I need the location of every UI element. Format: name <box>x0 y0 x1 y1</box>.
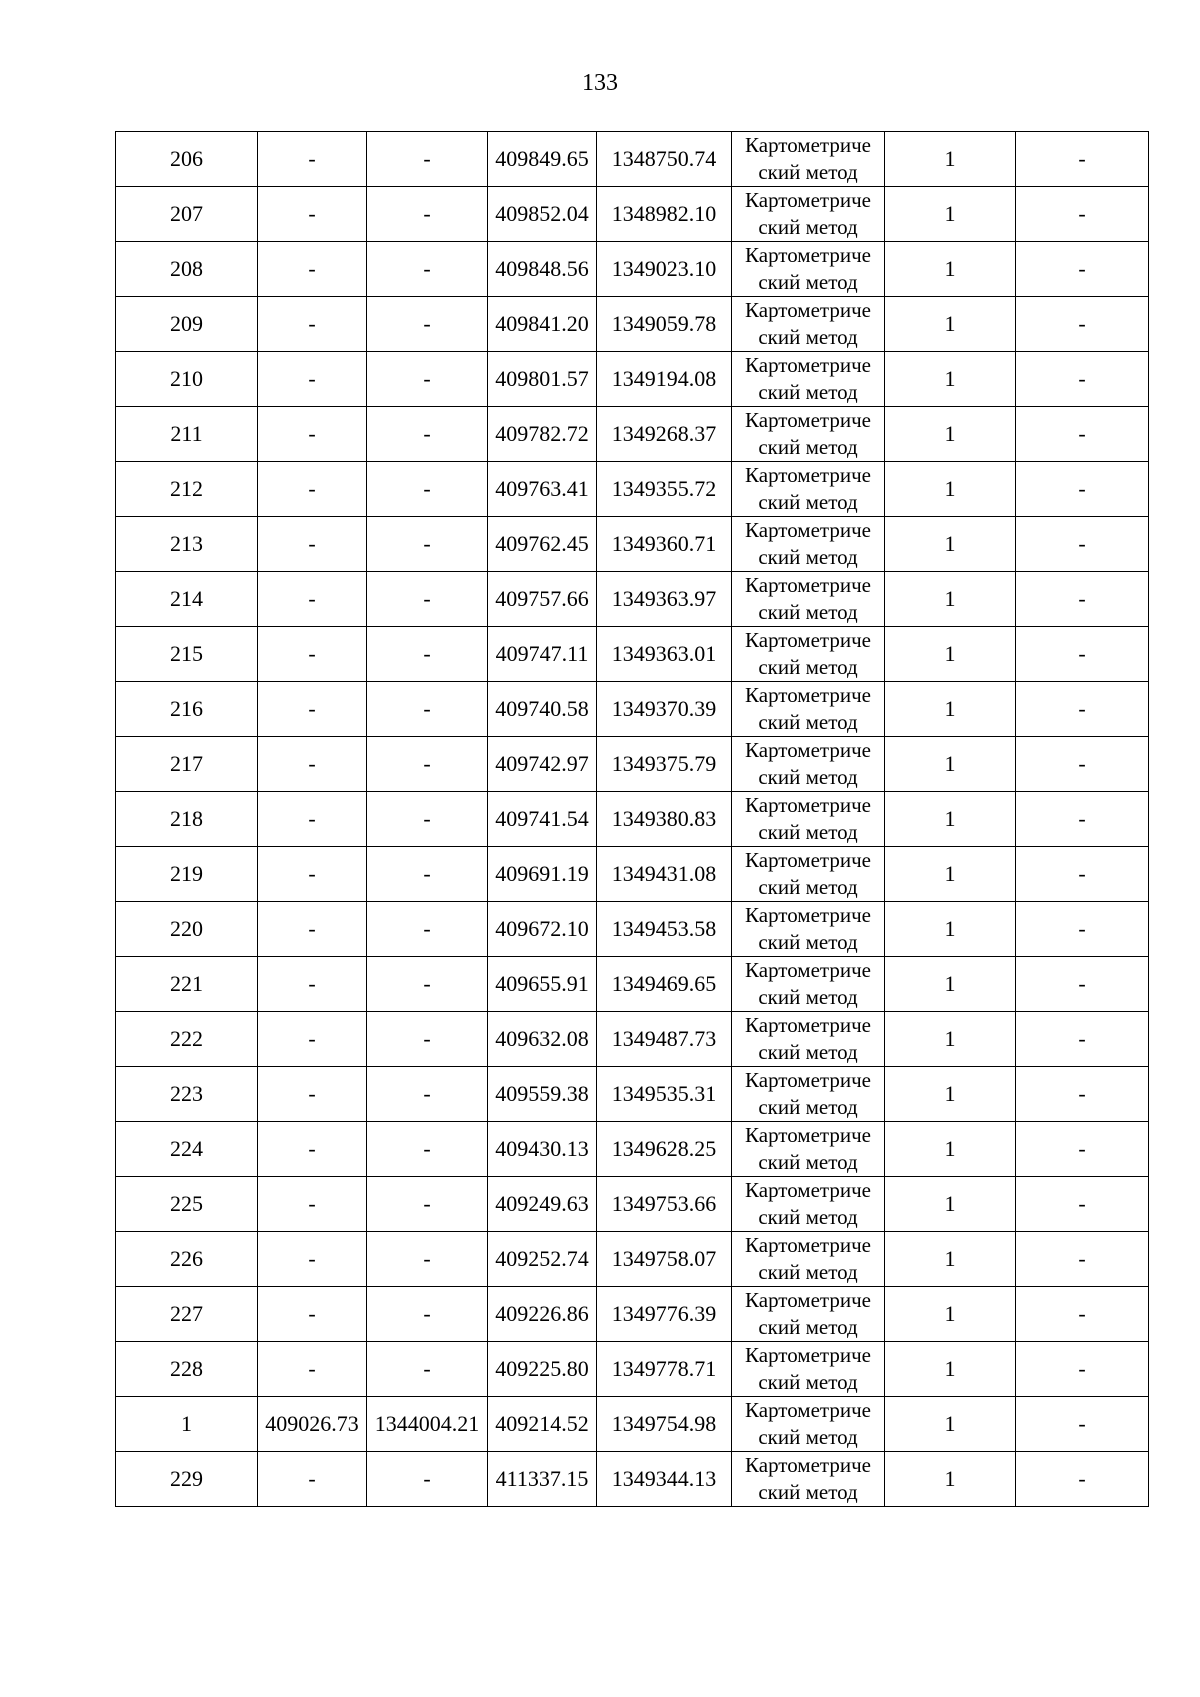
y-old-cell: - <box>367 1342 488 1397</box>
precision-cell: 1 <box>885 1452 1016 1507</box>
point-number-cell: 211 <box>116 407 258 462</box>
y-old-cell: - <box>367 1232 488 1287</box>
x-old-cell: - <box>258 242 367 297</box>
precision-cell: 1 <box>885 627 1016 682</box>
method-cell <box>732 682 885 737</box>
method-line-1: Картометриче <box>745 1453 871 1477</box>
table-row <box>116 132 1149 187</box>
note-cell: - <box>1016 682 1149 737</box>
point-number-cell: 221 <box>116 957 258 1012</box>
y-new-cell: 1348982.10 <box>597 187 732 242</box>
method-cell <box>732 1122 885 1177</box>
precision-cell: 1 <box>885 1287 1016 1342</box>
x-old-cell: - <box>258 957 367 1012</box>
method-line-1: Картометриче <box>745 463 871 487</box>
point-number-cell: 215 <box>116 627 258 682</box>
x-old-cell: - <box>258 187 367 242</box>
x-old-cell: - <box>258 1232 367 1287</box>
precision-cell: 1 <box>885 792 1016 847</box>
method-cell <box>732 1397 885 1452</box>
x-old-cell: - <box>258 1342 367 1397</box>
method-line-1: Картометриче <box>745 1398 871 1422</box>
x-old-cell: - <box>258 1287 367 1342</box>
y-old-cell: - <box>367 902 488 957</box>
point-number-cell: 210 <box>116 352 258 407</box>
note-cell: - <box>1016 957 1149 1012</box>
method-cell <box>732 1342 885 1397</box>
method-line-1: Картометриче <box>745 848 871 872</box>
point-number-cell: 213 <box>116 517 258 572</box>
note-cell: - <box>1016 1342 1149 1397</box>
x-new-cell: 409691.19 <box>488 847 597 902</box>
y-old-cell: - <box>367 462 488 517</box>
point-number-cell: 208 <box>116 242 258 297</box>
y-new-cell: 1349375.79 <box>597 737 732 792</box>
method-line-1: Картометриче <box>745 353 871 377</box>
point-number-cell: 206 <box>116 132 258 187</box>
point-number-cell: 207 <box>116 187 258 242</box>
method-cell <box>732 1452 885 1507</box>
y-new-cell: 1349194.08 <box>597 352 732 407</box>
method-line-1: Картометриче <box>745 1288 871 1312</box>
table-row <box>116 517 1149 572</box>
y-old-cell: - <box>367 1122 488 1177</box>
note-cell: - <box>1016 1122 1149 1177</box>
x-new-cell: 409849.65 <box>488 132 597 187</box>
method-line-2: ский метод <box>758 545 858 569</box>
method-cell <box>732 132 885 187</box>
y-old-cell: - <box>367 1012 488 1067</box>
x-new-cell: 409559.38 <box>488 1067 597 1122</box>
method-line-1: Картометриче <box>745 573 871 597</box>
method-line-2: ский метод <box>758 435 858 459</box>
y-old-cell: - <box>367 242 488 297</box>
precision-cell: 1 <box>885 352 1016 407</box>
method-line-2: ский метод <box>758 380 858 404</box>
y-old-cell: - <box>367 847 488 902</box>
point-number-cell: 222 <box>116 1012 258 1067</box>
y-old-cell: - <box>367 517 488 572</box>
x-new-cell: 409747.11 <box>488 627 597 682</box>
method-cell <box>732 1177 885 1232</box>
y-old-cell: - <box>367 1452 488 1507</box>
x-old-cell: - <box>258 682 367 737</box>
x-new-cell: 409852.04 <box>488 187 597 242</box>
method-line-2: ский метод <box>758 875 858 899</box>
method-line-1: Картометриче <box>745 188 871 212</box>
precision-cell: 1 <box>885 1177 1016 1232</box>
table-row <box>116 1012 1149 1067</box>
table-row <box>116 847 1149 902</box>
method-line-1: Картометриче <box>745 1068 871 1092</box>
x-new-cell: 409430.13 <box>488 1122 597 1177</box>
precision-cell: 1 <box>885 1012 1016 1067</box>
point-number-cell: 225 <box>116 1177 258 1232</box>
note-cell: - <box>1016 792 1149 847</box>
table-row <box>116 1067 1149 1122</box>
precision-cell: 1 <box>885 737 1016 792</box>
y-new-cell: 1349535.31 <box>597 1067 732 1122</box>
y-new-cell: 1349776.39 <box>597 1287 732 1342</box>
method-line-2: ский метод <box>758 710 858 734</box>
method-line-1: Картометриче <box>745 1178 871 1202</box>
x-new-cell: 409226.86 <box>488 1287 597 1342</box>
table-row <box>116 297 1149 352</box>
method-line-1: Картометриче <box>745 738 871 762</box>
method-line-1: Картометриче <box>745 243 871 267</box>
precision-cell: 1 <box>885 902 1016 957</box>
method-line-1: Картометриче <box>745 628 871 652</box>
x-old-cell: - <box>258 297 367 352</box>
point-number-cell: 227 <box>116 1287 258 1342</box>
method-line-2: ский метод <box>758 1260 858 1284</box>
point-number-cell: 223 <box>116 1067 258 1122</box>
y-old-cell: - <box>367 792 488 847</box>
point-number-cell: 220 <box>116 902 258 957</box>
table-row <box>116 1122 1149 1177</box>
table-row <box>116 242 1149 297</box>
table-row <box>116 462 1149 517</box>
point-number-cell: 229 <box>116 1452 258 1507</box>
y-old-cell: - <box>367 352 488 407</box>
method-line-2: ский метод <box>758 215 858 239</box>
point-number-cell: 216 <box>116 682 258 737</box>
note-cell: - <box>1016 517 1149 572</box>
point-number-cell: 214 <box>116 572 258 627</box>
method-line-2: ский метод <box>758 1480 858 1504</box>
method-line-1: Картометриче <box>745 793 871 817</box>
x-new-cell: 411337.15 <box>488 1452 597 1507</box>
note-cell: - <box>1016 242 1149 297</box>
note-cell: - <box>1016 737 1149 792</box>
note-cell: - <box>1016 132 1149 187</box>
point-number-cell: 226 <box>116 1232 258 1287</box>
method-line-1: Картометриче <box>745 1233 871 1257</box>
method-line-2: ский метод <box>758 1040 858 1064</box>
y-old-cell: - <box>367 407 488 462</box>
method-cell <box>732 1232 885 1287</box>
method-cell <box>732 902 885 957</box>
table-row <box>116 792 1149 847</box>
x-new-cell: 409801.57 <box>488 352 597 407</box>
table-row <box>116 737 1149 792</box>
method-line-1: Картометриче <box>745 958 871 982</box>
y-new-cell: 1349628.25 <box>597 1122 732 1177</box>
table-row <box>116 1452 1149 1507</box>
precision-cell: 1 <box>885 1342 1016 1397</box>
y-old-cell: - <box>367 957 488 1012</box>
point-number-cell: 228 <box>116 1342 258 1397</box>
point-number-cell: 212 <box>116 462 258 517</box>
y-new-cell: 1349268.37 <box>597 407 732 462</box>
x-new-cell: 409214.52 <box>488 1397 597 1452</box>
precision-cell: 1 <box>885 407 1016 462</box>
x-old-cell: - <box>258 1067 367 1122</box>
precision-cell: 1 <box>885 187 1016 242</box>
precision-cell: 1 <box>885 1397 1016 1452</box>
method-cell <box>732 187 885 242</box>
y-new-cell: 1349360.71 <box>597 517 732 572</box>
note-cell: - <box>1016 572 1149 627</box>
method-line-1: Картометриче <box>745 1123 871 1147</box>
table-row <box>116 682 1149 737</box>
x-old-cell: - <box>258 132 367 187</box>
x-old-cell: - <box>258 627 367 682</box>
x-old-cell: - <box>258 517 367 572</box>
method-line-1: Картометриче <box>745 518 871 542</box>
note-cell: - <box>1016 462 1149 517</box>
y-old-cell: - <box>367 682 488 737</box>
y-old-cell: - <box>367 297 488 352</box>
x-new-cell: 409757.66 <box>488 572 597 627</box>
y-old-cell: - <box>367 1287 488 1342</box>
x-new-cell: 409655.91 <box>488 957 597 1012</box>
precision-cell: 1 <box>885 572 1016 627</box>
y-new-cell: 1349754.98 <box>597 1397 732 1452</box>
y-old-cell: - <box>367 627 488 682</box>
method-line-1: Картометриче <box>745 683 871 707</box>
y-new-cell: 1349023.10 <box>597 242 732 297</box>
table-row <box>116 187 1149 242</box>
method-line-1: Картометриче <box>745 133 871 157</box>
method-line-2: ский метод <box>758 600 858 624</box>
x-new-cell: 409740.58 <box>488 682 597 737</box>
table-row <box>116 1342 1149 1397</box>
method-line-1: Картометриче <box>745 408 871 432</box>
y-new-cell: 1349344.13 <box>597 1452 732 1507</box>
y-new-cell: 1349431.08 <box>597 847 732 902</box>
table-row <box>116 1397 1149 1452</box>
x-new-cell: 409848.56 <box>488 242 597 297</box>
method-line-2: ский метод <box>758 1150 858 1174</box>
y-old-cell: - <box>367 1067 488 1122</box>
x-old-cell: - <box>258 462 367 517</box>
note-cell: - <box>1016 1397 1149 1452</box>
method-line-1: Картометриче <box>745 298 871 322</box>
point-number-cell: 217 <box>116 737 258 792</box>
note-cell: - <box>1016 902 1149 957</box>
y-old-cell: - <box>367 1177 488 1232</box>
method-line-2: ский метод <box>758 985 858 1009</box>
method-cell <box>732 792 885 847</box>
method-cell <box>732 352 885 407</box>
x-old-cell: - <box>258 1452 367 1507</box>
x-new-cell: 409782.72 <box>488 407 597 462</box>
method-line-1: Картометриче <box>745 903 871 927</box>
x-new-cell: 409741.54 <box>488 792 597 847</box>
table-row <box>116 627 1149 682</box>
page-number: 133 <box>582 70 618 96</box>
precision-cell: 1 <box>885 1067 1016 1122</box>
method-line-2: ский метод <box>758 765 858 789</box>
x-new-cell: 409249.63 <box>488 1177 597 1232</box>
x-old-cell: - <box>258 572 367 627</box>
x-new-cell: 409762.45 <box>488 517 597 572</box>
x-old-cell: - <box>258 1122 367 1177</box>
y-old-cell: - <box>367 572 488 627</box>
x-new-cell: 409742.97 <box>488 737 597 792</box>
method-line-1: Картометриче <box>745 1013 871 1037</box>
point-number-cell: 224 <box>116 1122 258 1177</box>
precision-cell: 1 <box>885 297 1016 352</box>
table-row <box>116 1177 1149 1232</box>
x-new-cell: 409672.10 <box>488 902 597 957</box>
x-old-cell: 409026.73 <box>258 1397 367 1452</box>
table-row <box>116 352 1149 407</box>
method-cell <box>732 462 885 517</box>
method-cell <box>732 517 885 572</box>
method-line-2: ский метод <box>758 1205 858 1229</box>
y-new-cell: 1349380.83 <box>597 792 732 847</box>
note-cell: - <box>1016 1067 1149 1122</box>
x-old-cell: - <box>258 902 367 957</box>
precision-cell: 1 <box>885 1232 1016 1287</box>
method-line-2: ский метод <box>758 270 858 294</box>
y-new-cell: 1349363.97 <box>597 572 732 627</box>
method-line-2: ский метод <box>758 930 858 954</box>
x-new-cell: 409252.74 <box>488 1232 597 1287</box>
method-line-2: ский метод <box>758 1370 858 1394</box>
table-row <box>116 957 1149 1012</box>
y-new-cell: 1349758.07 <box>597 1232 732 1287</box>
point-number-cell: 219 <box>116 847 258 902</box>
precision-cell: 1 <box>885 682 1016 737</box>
coordinates-table <box>115 131 1149 1507</box>
x-new-cell: 409763.41 <box>488 462 597 517</box>
y-new-cell: 1349355.72 <box>597 462 732 517</box>
table-row <box>116 902 1149 957</box>
method-line-2: ский метод <box>758 1095 858 1119</box>
x-new-cell: 409632.08 <box>488 1012 597 1067</box>
y-old-cell: - <box>367 132 488 187</box>
method-line-2: ский метод <box>758 1425 858 1449</box>
method-cell <box>732 1067 885 1122</box>
y-new-cell: 1349363.01 <box>597 627 732 682</box>
note-cell: - <box>1016 1452 1149 1507</box>
note-cell: - <box>1016 847 1149 902</box>
precision-cell: 1 <box>885 242 1016 297</box>
method-line-1: Картометриче <box>745 1343 871 1367</box>
note-cell: - <box>1016 1232 1149 1287</box>
precision-cell: 1 <box>885 1122 1016 1177</box>
method-line-2: ский метод <box>758 160 858 184</box>
method-cell <box>732 847 885 902</box>
x-old-cell: - <box>258 352 367 407</box>
note-cell: - <box>1016 187 1149 242</box>
method-line-2: ский метод <box>758 490 858 514</box>
method-cell <box>732 737 885 792</box>
note-cell: - <box>1016 1012 1149 1067</box>
method-line-2: ский метод <box>758 655 858 679</box>
note-cell: - <box>1016 352 1149 407</box>
point-number-cell: 209 <box>116 297 258 352</box>
y-new-cell: 1349778.71 <box>597 1342 732 1397</box>
table-body <box>116 132 1149 1507</box>
y-new-cell: 1349753.66 <box>597 1177 732 1232</box>
y-new-cell: 1349370.39 <box>597 682 732 737</box>
method-line-2: ский метод <box>758 325 858 349</box>
note-cell: - <box>1016 1177 1149 1232</box>
note-cell: - <box>1016 1287 1149 1342</box>
precision-cell: 1 <box>885 132 1016 187</box>
method-cell <box>732 627 885 682</box>
method-line-2: ский метод <box>758 1315 858 1339</box>
precision-cell: 1 <box>885 957 1016 1012</box>
y-old-cell: - <box>367 737 488 792</box>
point-number-cell: 1 <box>116 1397 258 1452</box>
table-row <box>116 572 1149 627</box>
method-cell <box>732 1012 885 1067</box>
y-new-cell: 1349453.58 <box>597 902 732 957</box>
x-old-cell: - <box>258 792 367 847</box>
note-cell: - <box>1016 297 1149 352</box>
method-cell <box>732 957 885 1012</box>
x-old-cell: - <box>258 407 367 462</box>
y-new-cell: 1349059.78 <box>597 297 732 352</box>
method-cell <box>732 407 885 462</box>
point-number-cell: 218 <box>116 792 258 847</box>
y-new-cell: 1349469.65 <box>597 957 732 1012</box>
note-cell: - <box>1016 407 1149 462</box>
y-new-cell: 1349487.73 <box>597 1012 732 1067</box>
x-new-cell: 409841.20 <box>488 297 597 352</box>
x-old-cell: - <box>258 1012 367 1067</box>
method-cell <box>732 1287 885 1342</box>
x-old-cell: - <box>258 737 367 792</box>
table-row <box>116 407 1149 462</box>
x-old-cell: - <box>258 1177 367 1232</box>
table-row <box>116 1287 1149 1342</box>
method-cell <box>732 242 885 297</box>
y-new-cell: 1348750.74 <box>597 132 732 187</box>
precision-cell: 1 <box>885 462 1016 517</box>
x-new-cell: 409225.80 <box>488 1342 597 1397</box>
method-cell <box>732 297 885 352</box>
method-cell <box>732 572 885 627</box>
y-old-cell: 1344004.21 <box>367 1397 488 1452</box>
note-cell: - <box>1016 627 1149 682</box>
table-row <box>116 1232 1149 1287</box>
method-line-2: ский метод <box>758 820 858 844</box>
y-old-cell: - <box>367 187 488 242</box>
precision-cell: 1 <box>885 517 1016 572</box>
precision-cell: 1 <box>885 847 1016 902</box>
x-old-cell: - <box>258 847 367 902</box>
